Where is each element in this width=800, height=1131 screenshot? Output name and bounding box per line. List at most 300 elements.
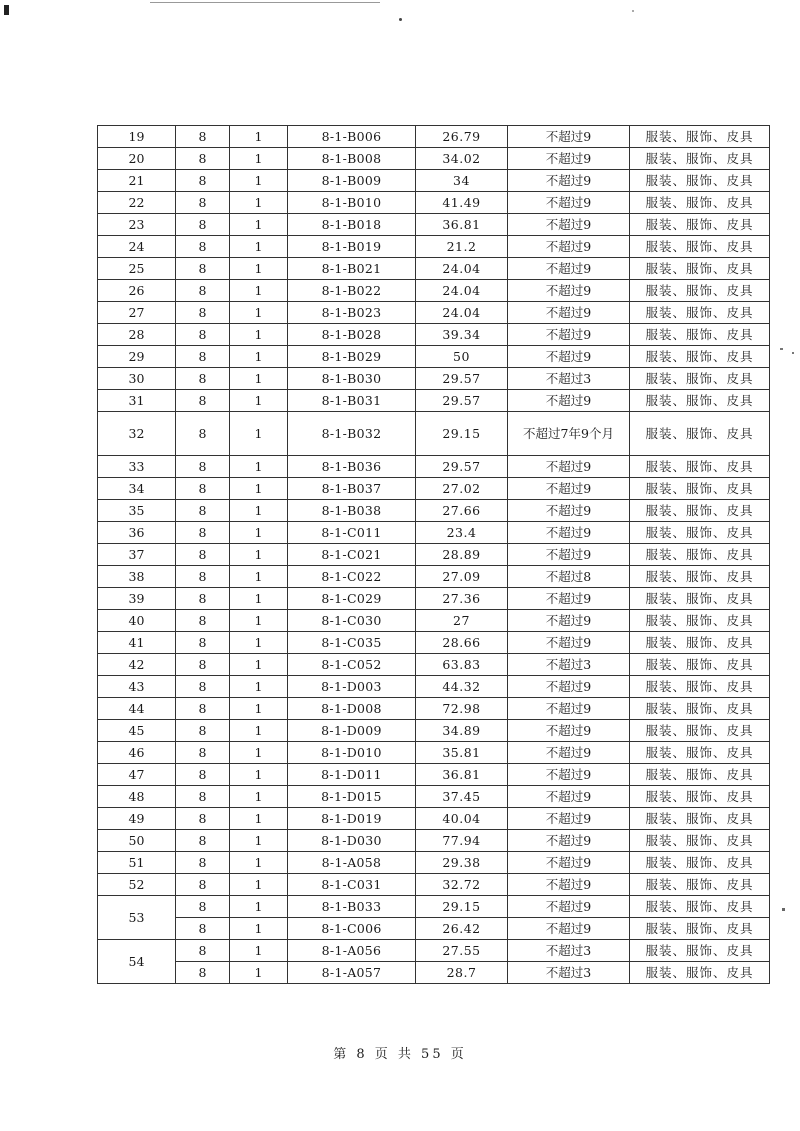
area-cell: 32.72 [416, 874, 508, 896]
lease-table [97, 125, 770, 984]
use-cell: 服装、服饰、皮具 [630, 544, 770, 566]
floor-cell: 1 [230, 588, 288, 610]
unit-id-cell: 8-1-C022 [288, 566, 416, 588]
area-cell: 29.57 [416, 456, 508, 478]
table-row [98, 368, 770, 390]
row-number-cell: 32 [98, 412, 176, 456]
row-number-cell: 22 [98, 192, 176, 214]
use-cell: 服装、服饰、皮具 [630, 764, 770, 786]
scan-speck [792, 352, 794, 354]
row-number-cell: 43 [98, 676, 176, 698]
building-cell: 8 [176, 258, 230, 280]
unit-id-cell: 8-1-A057 [288, 962, 416, 984]
building-cell: 8 [176, 346, 230, 368]
unit-id-cell: 8-1-C029 [288, 588, 416, 610]
floor-cell: 1 [230, 874, 288, 896]
term-cell: 不超过9 [508, 588, 630, 610]
building-cell: 8 [176, 412, 230, 456]
area-cell: 50 [416, 346, 508, 368]
row-number-cell: 31 [98, 390, 176, 412]
floor-cell: 1 [230, 500, 288, 522]
table-row [98, 852, 770, 874]
row-number-cell: 47 [98, 764, 176, 786]
term-cell: 不超过9 [508, 632, 630, 654]
floor-cell: 1 [230, 390, 288, 412]
area-cell: 27.09 [416, 566, 508, 588]
row-number-cell: 39 [98, 588, 176, 610]
area-cell: 27.55 [416, 940, 508, 962]
use-cell: 服装、服饰、皮具 [630, 302, 770, 324]
floor-cell: 1 [230, 808, 288, 830]
term-cell: 不超过3 [508, 654, 630, 676]
area-cell: 63.83 [416, 654, 508, 676]
use-cell: 服装、服饰、皮具 [630, 808, 770, 830]
building-cell: 8 [176, 852, 230, 874]
use-cell: 服装、服饰、皮具 [630, 830, 770, 852]
use-cell: 服装、服饰、皮具 [630, 786, 770, 808]
area-cell: 77.94 [416, 830, 508, 852]
row-number-cell: 41 [98, 632, 176, 654]
use-cell: 服装、服饰、皮具 [630, 698, 770, 720]
term-cell: 不超过9 [508, 280, 630, 302]
unit-id-cell: 8-1-D008 [288, 698, 416, 720]
unit-id-cell: 8-1-C021 [288, 544, 416, 566]
area-cell: 28.66 [416, 632, 508, 654]
unit-id-cell: 8-1-B010 [288, 192, 416, 214]
use-cell: 服装、服饰、皮具 [630, 236, 770, 258]
term-cell: 不超过9 [508, 522, 630, 544]
building-cell: 8 [176, 500, 230, 522]
use-cell: 服装、服饰、皮具 [630, 324, 770, 346]
term-cell: 不超过9 [508, 324, 630, 346]
building-cell: 8 [176, 192, 230, 214]
use-cell: 服装、服饰、皮具 [630, 632, 770, 654]
building-cell: 8 [176, 566, 230, 588]
term-cell: 不超过3 [508, 962, 630, 984]
use-cell: 服装、服饰、皮具 [630, 918, 770, 940]
row-number-cell: 38 [98, 566, 176, 588]
row-number-cell: 42 [98, 654, 176, 676]
area-cell: 34.02 [416, 148, 508, 170]
table-row [98, 698, 770, 720]
building-cell: 8 [176, 324, 230, 346]
row-number-cell: 48 [98, 786, 176, 808]
table-row [98, 786, 770, 808]
floor-cell: 1 [230, 412, 288, 456]
area-cell: 28.7 [416, 962, 508, 984]
unit-id-cell: 8-1-D003 [288, 676, 416, 698]
building-cell: 8 [176, 610, 230, 632]
unit-id-cell: 8-1-A056 [288, 940, 416, 962]
term-cell: 不超过3 [508, 940, 630, 962]
building-cell: 8 [176, 148, 230, 170]
table-row [98, 522, 770, 544]
area-cell: 26.79 [416, 126, 508, 148]
building-cell: 8 [176, 170, 230, 192]
term-cell: 不超过9 [508, 874, 630, 896]
unit-id-cell: 8-1-B033 [288, 896, 416, 918]
floor-cell: 1 [230, 522, 288, 544]
area-cell: 27 [416, 610, 508, 632]
row-number-cell: 46 [98, 742, 176, 764]
row-number-cell: 29 [98, 346, 176, 368]
floor-cell: 1 [230, 852, 288, 874]
unit-id-cell: 8-1-B030 [288, 368, 416, 390]
use-cell: 服装、服饰、皮具 [630, 478, 770, 500]
scan-mark [4, 5, 9, 15]
use-cell: 服装、服饰、皮具 [630, 456, 770, 478]
area-cell: 39.34 [416, 324, 508, 346]
table-row [98, 830, 770, 852]
table-row [98, 126, 770, 148]
table-row [98, 962, 770, 984]
floor-cell: 1 [230, 786, 288, 808]
table-row [98, 808, 770, 830]
term-cell: 不超过9 [508, 764, 630, 786]
building-cell: 8 [176, 456, 230, 478]
row-number-cell: 24 [98, 236, 176, 258]
unit-id-cell: 8-1-D011 [288, 764, 416, 786]
area-cell: 72.98 [416, 698, 508, 720]
floor-cell: 1 [230, 566, 288, 588]
table-row [98, 742, 770, 764]
row-number-cell: 21 [98, 170, 176, 192]
unit-id-cell: 8-1-B029 [288, 346, 416, 368]
floor-cell: 1 [230, 764, 288, 786]
scan-speck [632, 10, 634, 12]
unit-id-cell: 8-1-C052 [288, 654, 416, 676]
area-cell: 24.04 [416, 302, 508, 324]
term-cell: 不超过9 [508, 192, 630, 214]
row-number-cell: 30 [98, 368, 176, 390]
table-row [98, 896, 770, 918]
building-cell: 8 [176, 808, 230, 830]
use-cell: 服装、服饰、皮具 [630, 940, 770, 962]
term-cell: 不超过9 [508, 830, 630, 852]
use-cell: 服装、服饰、皮具 [630, 148, 770, 170]
table-row [98, 940, 770, 962]
area-cell: 27.02 [416, 478, 508, 500]
term-cell: 不超过9 [508, 390, 630, 412]
floor-cell: 1 [230, 302, 288, 324]
building-cell: 8 [176, 368, 230, 390]
building-cell: 8 [176, 654, 230, 676]
use-cell: 服装、服饰、皮具 [630, 852, 770, 874]
term-cell: 不超过9 [508, 346, 630, 368]
unit-id-cell: 8-1-D010 [288, 742, 416, 764]
unit-id-cell: 8-1-B006 [288, 126, 416, 148]
unit-id-cell: 8-1-C006 [288, 918, 416, 940]
area-cell: 36.81 [416, 764, 508, 786]
unit-id-cell: 8-1-C035 [288, 632, 416, 654]
scan-speck [399, 18, 402, 21]
unit-id-cell: 8-1-B031 [288, 390, 416, 412]
building-cell: 8 [176, 302, 230, 324]
row-number-cell: 37 [98, 544, 176, 566]
building-cell: 8 [176, 962, 230, 984]
use-cell: 服装、服饰、皮具 [630, 610, 770, 632]
table-row [98, 192, 770, 214]
floor-cell: 1 [230, 214, 288, 236]
row-number-cell: 50 [98, 830, 176, 852]
area-cell: 29.57 [416, 368, 508, 390]
table-row [98, 236, 770, 258]
term-cell: 不超过9 [508, 720, 630, 742]
unit-id-cell: 8-1-B022 [288, 280, 416, 302]
area-cell: 23.4 [416, 522, 508, 544]
term-cell: 不超过9 [508, 544, 630, 566]
unit-id-cell: 8-1-D015 [288, 786, 416, 808]
building-cell: 8 [176, 588, 230, 610]
unit-id-cell: 8-1-B018 [288, 214, 416, 236]
unit-id-cell: 8-1-B021 [288, 258, 416, 280]
use-cell: 服装、服饰、皮具 [630, 588, 770, 610]
building-cell: 8 [176, 478, 230, 500]
floor-cell: 1 [230, 258, 288, 280]
building-cell: 8 [176, 698, 230, 720]
building-cell: 8 [176, 720, 230, 742]
floor-cell: 1 [230, 280, 288, 302]
table-row [98, 918, 770, 940]
use-cell: 服装、服饰、皮具 [630, 368, 770, 390]
floor-cell: 1 [230, 346, 288, 368]
table-row [98, 632, 770, 654]
floor-cell: 1 [230, 896, 288, 918]
area-cell: 24.04 [416, 258, 508, 280]
area-cell: 34 [416, 170, 508, 192]
area-cell: 29.15 [416, 412, 508, 456]
floor-cell: 1 [230, 742, 288, 764]
table-row [98, 456, 770, 478]
table-row [98, 280, 770, 302]
table-row [98, 874, 770, 896]
unit-id-cell: 8-1-B009 [288, 170, 416, 192]
area-cell: 35.81 [416, 742, 508, 764]
term-cell: 不超过9 [508, 148, 630, 170]
row-number-cell: 40 [98, 610, 176, 632]
table-row [98, 412, 770, 456]
floor-cell: 1 [230, 544, 288, 566]
use-cell: 服装、服饰、皮具 [630, 170, 770, 192]
table-row [98, 258, 770, 280]
area-cell: 44.32 [416, 676, 508, 698]
floor-cell: 1 [230, 324, 288, 346]
use-cell: 服装、服饰、皮具 [630, 566, 770, 588]
floor-cell: 1 [230, 720, 288, 742]
term-cell: 不超过9 [508, 302, 630, 324]
building-cell: 8 [176, 764, 230, 786]
floor-cell: 1 [230, 940, 288, 962]
area-cell: 41.49 [416, 192, 508, 214]
table-row [98, 588, 770, 610]
row-number-cell: 25 [98, 258, 176, 280]
floor-cell: 1 [230, 610, 288, 632]
building-cell: 8 [176, 544, 230, 566]
table-row [98, 654, 770, 676]
table-row [98, 302, 770, 324]
use-cell: 服装、服饰、皮具 [630, 500, 770, 522]
use-cell: 服装、服饰、皮具 [630, 874, 770, 896]
floor-cell: 1 [230, 170, 288, 192]
area-cell: 40.04 [416, 808, 508, 830]
use-cell: 服装、服饰、皮具 [630, 720, 770, 742]
row-number-cell: 53 [98, 896, 176, 940]
term-cell: 不超过9 [508, 852, 630, 874]
term-cell: 不超过3 [508, 368, 630, 390]
unit-id-cell: 8-1-B019 [288, 236, 416, 258]
use-cell: 服装、服饰、皮具 [630, 126, 770, 148]
use-cell: 服装、服饰、皮具 [630, 346, 770, 368]
use-cell: 服装、服饰、皮具 [630, 280, 770, 302]
floor-cell: 1 [230, 368, 288, 390]
area-cell: 29.15 [416, 896, 508, 918]
building-cell: 8 [176, 830, 230, 852]
term-cell: 不超过9 [508, 786, 630, 808]
table-row [98, 566, 770, 588]
term-cell: 不超过9 [508, 918, 630, 940]
floor-cell: 1 [230, 126, 288, 148]
building-cell: 8 [176, 390, 230, 412]
area-cell: 27.36 [416, 588, 508, 610]
unit-id-cell: 8-1-C031 [288, 874, 416, 896]
term-cell: 不超过9 [508, 478, 630, 500]
area-cell: 37.45 [416, 786, 508, 808]
use-cell: 服装、服饰、皮具 [630, 522, 770, 544]
unit-id-cell: 8-1-A058 [288, 852, 416, 874]
building-cell: 8 [176, 786, 230, 808]
term-cell: 不超过9 [508, 610, 630, 632]
building-cell: 8 [176, 236, 230, 258]
term-cell: 不超过9 [508, 742, 630, 764]
term-cell: 不超过9 [508, 258, 630, 280]
building-cell: 8 [176, 874, 230, 896]
floor-cell: 1 [230, 654, 288, 676]
building-cell: 8 [176, 214, 230, 236]
unit-id-cell: 8-1-B036 [288, 456, 416, 478]
area-cell: 28.89 [416, 544, 508, 566]
row-number-cell: 35 [98, 500, 176, 522]
floor-cell: 1 [230, 676, 288, 698]
row-number-cell: 26 [98, 280, 176, 302]
floor-cell: 1 [230, 236, 288, 258]
floor-cell: 1 [230, 918, 288, 940]
use-cell: 服装、服饰、皮具 [630, 742, 770, 764]
term-cell: 不超过7年9个月 [508, 412, 630, 456]
unit-id-cell: 8-1-C011 [288, 522, 416, 544]
unit-id-cell: 8-1-B038 [288, 500, 416, 522]
term-cell: 不超过9 [508, 698, 630, 720]
row-number-cell: 51 [98, 852, 176, 874]
unit-id-cell: 8-1-B023 [288, 302, 416, 324]
table-row [98, 324, 770, 346]
row-number-cell: 34 [98, 478, 176, 500]
floor-cell: 1 [230, 830, 288, 852]
term-cell: 不超过9 [508, 896, 630, 918]
term-cell: 不超过9 [508, 808, 630, 830]
row-number-cell: 28 [98, 324, 176, 346]
floor-cell: 1 [230, 962, 288, 984]
table-row [98, 390, 770, 412]
table-row [98, 544, 770, 566]
area-cell: 21.2 [416, 236, 508, 258]
area-cell: 29.57 [416, 390, 508, 412]
term-cell: 不超过9 [508, 236, 630, 258]
row-number-cell: 44 [98, 698, 176, 720]
building-cell: 8 [176, 940, 230, 962]
term-cell: 不超过9 [508, 170, 630, 192]
floor-cell: 1 [230, 632, 288, 654]
unit-id-cell: 8-1-D009 [288, 720, 416, 742]
page-footer: 第 8 页 共 55 页 [333, 1047, 467, 1062]
table-row [98, 500, 770, 522]
unit-id-cell: 8-1-B028 [288, 324, 416, 346]
lease-table-body [98, 126, 770, 984]
term-cell: 不超过9 [508, 500, 630, 522]
table-row [98, 170, 770, 192]
row-number-cell: 36 [98, 522, 176, 544]
use-cell: 服装、服饰、皮具 [630, 214, 770, 236]
building-cell: 8 [176, 280, 230, 302]
table-row [98, 676, 770, 698]
use-cell: 服装、服饰、皮具 [630, 390, 770, 412]
table-row [98, 214, 770, 236]
table-row [98, 764, 770, 786]
use-cell: 服装、服饰、皮具 [630, 896, 770, 918]
area-cell: 29.38 [416, 852, 508, 874]
unit-id-cell: 8-1-C030 [288, 610, 416, 632]
table-row [98, 720, 770, 742]
scan-speck [782, 908, 785, 911]
scan-edge-line [150, 2, 380, 3]
row-number-cell: 23 [98, 214, 176, 236]
row-number-cell: 27 [98, 302, 176, 324]
row-number-cell: 54 [98, 940, 176, 984]
building-cell: 8 [176, 632, 230, 654]
use-cell: 服装、服饰、皮具 [630, 654, 770, 676]
use-cell: 服装、服饰、皮具 [630, 192, 770, 214]
floor-cell: 1 [230, 698, 288, 720]
floor-cell: 1 [230, 478, 288, 500]
floor-cell: 1 [230, 456, 288, 478]
unit-id-cell: 8-1-D030 [288, 830, 416, 852]
building-cell: 8 [176, 896, 230, 918]
area-cell: 34.89 [416, 720, 508, 742]
floor-cell: 1 [230, 192, 288, 214]
use-cell: 服装、服饰、皮具 [630, 676, 770, 698]
row-number-cell: 49 [98, 808, 176, 830]
area-cell: 36.81 [416, 214, 508, 236]
term-cell: 不超过9 [508, 456, 630, 478]
building-cell: 8 [176, 918, 230, 940]
area-cell: 26.42 [416, 918, 508, 940]
building-cell: 8 [176, 742, 230, 764]
unit-id-cell: 8-1-B008 [288, 148, 416, 170]
table-row [98, 346, 770, 368]
scan-speck [780, 348, 783, 350]
term-cell: 不超过9 [508, 676, 630, 698]
building-cell: 8 [176, 126, 230, 148]
table-row [98, 610, 770, 632]
building-cell: 8 [176, 522, 230, 544]
unit-id-cell: 8-1-D019 [288, 808, 416, 830]
term-cell: 不超过9 [508, 214, 630, 236]
row-number-cell: 33 [98, 456, 176, 478]
row-number-cell: 19 [98, 126, 176, 148]
row-number-cell: 52 [98, 874, 176, 896]
use-cell: 服装、服饰、皮具 [630, 258, 770, 280]
row-number-cell: 45 [98, 720, 176, 742]
term-cell: 不超过8 [508, 566, 630, 588]
